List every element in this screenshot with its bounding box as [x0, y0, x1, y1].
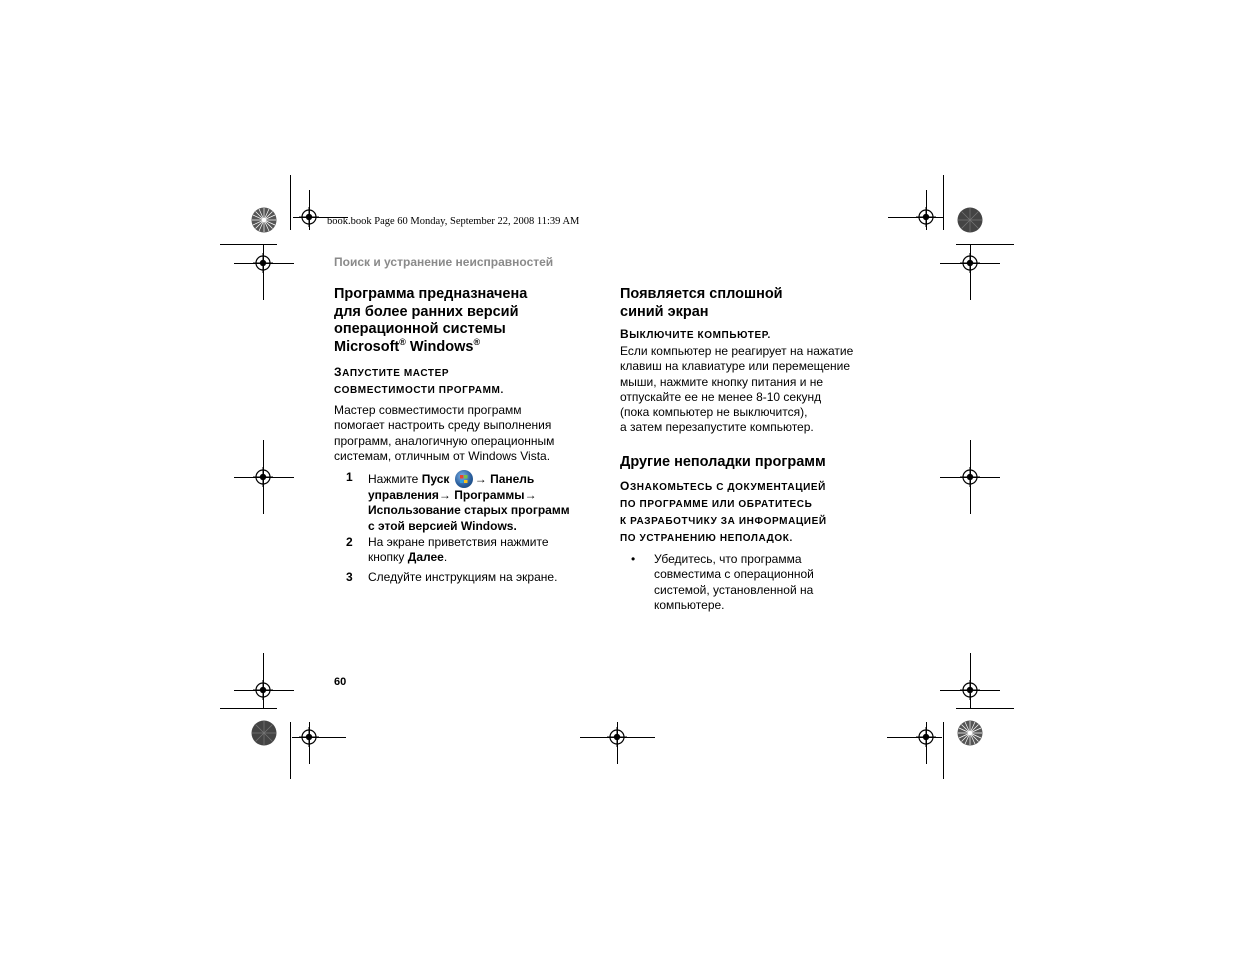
step-2 — [368, 535, 583, 566]
bullet-icon: • — [631, 552, 636, 566]
text-line: Если компьютер не реагирует на нажатие — [620, 344, 854, 358]
text-line: совместима с операционной — [654, 567, 814, 582]
page-number: 60 — [334, 676, 347, 688]
registration-target-icon — [253, 680, 273, 700]
text-line: помогает настроить среду выполнения — [334, 418, 552, 433]
heading-line: операционной системы — [334, 321, 506, 337]
heading-ms: Microsoft — [334, 338, 400, 355]
registration-target-icon — [253, 253, 273, 273]
registration-target-icon — [960, 253, 980, 273]
registration-target-icon — [916, 207, 936, 227]
step-3 — [368, 570, 583, 585]
text-line: системам, отличным от Windows Vista. — [334, 448, 551, 463]
registration-target-icon — [253, 467, 273, 487]
step-1 — [368, 470, 583, 534]
step-line: Использование старых программ — [368, 503, 570, 518]
text-line: клавиш на клавиатуре или перемещение — [620, 359, 851, 374]
step-line: кнопку Далее. — [368, 550, 448, 565]
color-bar-rosette-icon — [251, 720, 277, 746]
caps-line: К РАЗРАБОТЧИКУ ЗА ИНФОРМАЦИЕЙ — [620, 516, 827, 527]
registration-target-icon — [916, 727, 936, 747]
registration-target-icon — [299, 207, 319, 227]
text-line: программ, аналогичную операционным — [334, 433, 555, 448]
caps-line: ЗАПУСТИТЕ МАСТЕР — [334, 365, 450, 379]
caps-line: ВЫКЛЮЧИТЕ КОМПЬЮТЕР. — [620, 327, 771, 341]
print-slug: book.book Page 60 Monday, September 22, 2008 11:39 AM — [327, 216, 580, 227]
text-line: компьютере. — [654, 597, 725, 612]
paragraph-power-off — [620, 344, 853, 436]
text-line: Убедитесь, что программа — [654, 552, 802, 566]
caps-line: ПО ПРОГРАММЕ ИЛИ ОБРАТИТЕСЬ — [620, 499, 813, 510]
color-bar-rosette-icon — [957, 720, 983, 746]
text-line: а затем перезапустите компьютер. — [620, 420, 814, 435]
step-number: 2 — [346, 535, 353, 549]
heading-line: Появляется сплошной — [620, 286, 783, 302]
caps-line: ПО УСТРАНЕНИЮ НЕПОЛАДОК. — [620, 533, 793, 544]
caps-line: СОВМЕСТИМОСТИ ПРОГРАММ. — [334, 385, 504, 396]
step-line: управления→ Программы→ — [368, 488, 537, 502]
text-line: отпускайте ее не менее 8-10 секунд — [620, 389, 822, 404]
color-bar-rosette-icon — [957, 207, 983, 233]
heading-line: для более ранних версий — [334, 303, 519, 320]
bullet-item-compatibility — [654, 552, 814, 613]
step-line: с этой версией Windows. — [368, 518, 517, 533]
heading-blue-screen — [620, 286, 783, 321]
caps-line: ОЗНАКОМЬТЕСЬ С ДОКУМЕНТАЦИЕЙ — [620, 479, 826, 493]
windows-start-icon — [455, 470, 473, 488]
text-line: мыши, нажмите кнопку питания и не — [620, 374, 824, 389]
reg-mark: ® — [473, 336, 481, 347]
text-line: (пока компьютер не выключится), — [620, 405, 808, 420]
action-turn-off-computer — [620, 326, 771, 344]
step-number: 3 — [346, 570, 353, 584]
reg-mark: ® — [399, 336, 406, 347]
heading-win: Windows — [409, 338, 474, 355]
heading-compatibility — [334, 286, 527, 356]
heading-other-problems: Другие неполадки программ — [620, 454, 826, 470]
registration-target-icon — [607, 727, 627, 747]
registration-target-icon — [960, 680, 980, 700]
action-read-documentation — [620, 478, 827, 547]
registration-target-icon — [960, 467, 980, 487]
registration-target-icon — [299, 727, 319, 747]
heading-line: Программа предназначена — [334, 286, 528, 302]
section-header: Поиск и устранение неисправностей — [334, 255, 554, 269]
step-number: 1 — [346, 470, 353, 484]
text-line: системой, установленной на — [654, 582, 814, 597]
color-bar-rosette-icon — [251, 207, 277, 233]
text-line: Мастер совместимости программ — [334, 403, 522, 417]
step-line: Следуйте инструкциям на экране. — [368, 570, 558, 584]
paragraph-wizard-description — [334, 403, 554, 464]
heading-line — [334, 336, 527, 357]
step-line: Нажмите Пуск → Панель — [368, 472, 535, 486]
heading-line: синий экран — [620, 303, 709, 320]
action-compatibility-wizard — [334, 364, 504, 399]
step-line: На экране приветствия нажмите — [368, 535, 549, 549]
